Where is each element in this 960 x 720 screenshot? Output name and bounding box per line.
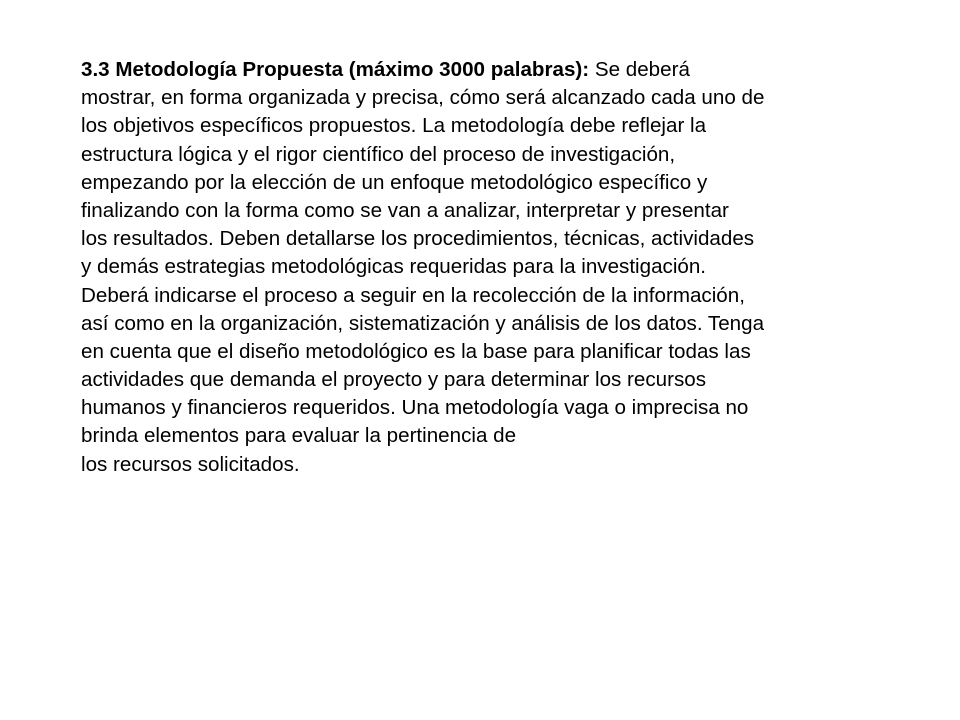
- paragraph-line: Deberá indicarse el proceso a seguir en la recolección de la información,: [81, 283, 745, 307]
- paragraph-line: brinda elementos para evaluar la pertinencia de: [81, 424, 517, 448]
- paragraph-line: estructura lógica y el rigor científico del proceso de investigación,: [81, 142, 676, 166]
- paragraph-line: los recursos solicitados.: [81, 452, 300, 476]
- paragraph-line: así como en la organización, sistematización y análisis de los datos. Tenga: [81, 311, 765, 335]
- paragraph-line: en cuenta que el diseño metodológico es la base para planificar todas las: [81, 339, 751, 363]
- paragraph-first-line: [81, 56, 901, 84]
- paragraph-line: mostrar, en forma organizada y precisa, cómo será alcanzado cada uno de: [81, 86, 765, 110]
- paragraph-line: y demás estrategias metodológicas requeridas para la investigación.: [81, 255, 707, 279]
- paragraph-line: los resultados. Deben detallarse los procedimientos, técnicas, actividades: [81, 227, 755, 251]
- paragraph-line: actividades que demanda el proyecto y para determinar los recursos: [81, 368, 707, 392]
- paragraph-line: empezando por la elección de un enfoque metodológico específico y: [81, 170, 708, 194]
- heading-lead-text: Se deberá: [589, 58, 690, 81]
- paragraph-line: humanos y financieros requeridos. Una metodología vaga o imprecisa no: [81, 396, 749, 420]
- paragraph-line: finalizando con la forma como se van a analizar, interpretar y presentar: [81, 198, 729, 222]
- section-heading: 3.3 Metodología Propuesta (máximo 3000 palabras):: [81, 58, 590, 81]
- paragraph-line: los objetivos específicos propuestos. La metodología debe reflejar la: [81, 114, 707, 138]
- methodology-paragraph: [81, 56, 901, 479]
